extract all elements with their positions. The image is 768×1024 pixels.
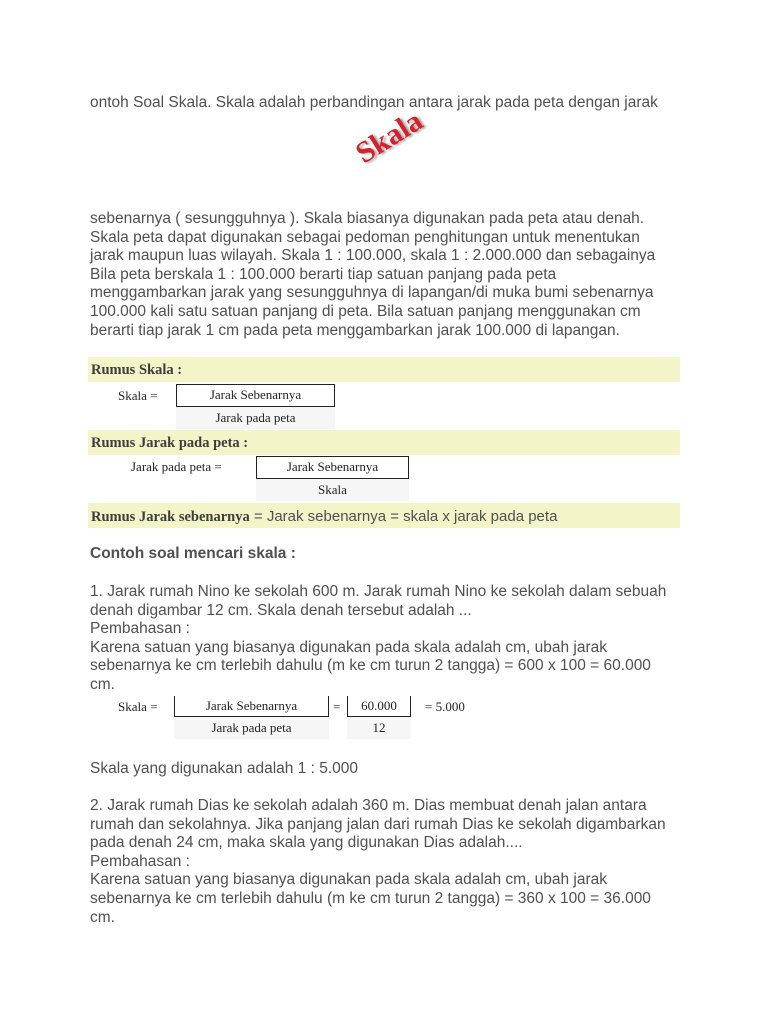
soal1-calc-den1: Jarak pada peta [174,717,329,739]
rumus-skala-denominator: Jarak pada peta [176,407,335,429]
soal1-calc-num1: Jarak Sebenarnya [174,696,329,717]
rumus-skala-numerator: Jarak Sebenarnya [176,384,335,407]
soal2-text: 2. Jarak rumah Dias ke sekolah adalah 360 m. Dias membuat denah jalan antara rumah dan sekolahnya. Jika panjang jalan dari rumah Dias ke sekolah digambarkan pada denah 24 cm, maka skala yang digunakan Dias adalah.... Pembahasan : Karena satuan yang biasanya digunakan pada skala adalah cm, ubah jarak sebenarnya ke cm terlebih dahulu (m ke cm turun 2 tangga) = 360 x 100 = 36.000 cm. [90,797,666,926]
contoh-heading: Contoh soal mencari skala : [90,545,296,562]
intro-line: ontoh Soal Skala. Skala adalah perbandingan antara jarak pada peta dengan jarak [90,94,658,111]
soal1-calc-result: = 5.000 [425,699,465,714]
rumus-skala-title: Rumus Skala : [91,362,183,378]
rumus-jarak-peta-band [88,430,680,455]
rumus-jarak-peta-numerator: Jarak Sebenarnya [256,456,409,479]
rumus-jarak-sebenarnya-title: Rumus Jarak sebenarnya [91,509,250,525]
rumus-jarak-sebenarnya-band [88,503,680,528]
soal1-conclusion: Skala yang digunakan adalah 1 : 5.000 [90,760,359,777]
rumus-skala-band [88,357,680,382]
definition-paragraph: sebenarnya ( sesungguhnya ). Skala biasanya digunakan pada peta atau denah. Skala peta dapat digunakan sebagai pedoman penghitungan untuk menentukan jarak maupun luas wilayah. Skala 1 : 100.000, skala 1 : 2.000.000 dan sebagainya Bila peta berskala 1 : 100.000 berarti tiap satuan panjang pada peta menggambarkan jarak yang sesungguhnya di lapangan/di muka bumi sebenarnya 100.000 kali satu satuan panjang di peta. Bila satuan panjang menggunakan cm berarti tiap jarak 1 cm pada peta menggambarkan jarak 100.000 di lapangan. [90,210,656,339]
skala-logo-image: Skala [350,103,429,170]
rumus-jarak-peta-title: Rumus Jarak pada peta : [91,435,249,451]
soal1-calc-num2: 60.000 [347,696,411,717]
soal1-calc-den2: 12 [347,717,411,739]
rumus-jarak-sebenarnya-formula: = Jarak sebenarnya = skala x jarak pada peta [249,508,558,525]
rumus-jarak-peta-denominator: Skala [256,479,409,501]
soal1-calc-lhs: Skala = [118,699,158,714]
soal1-text: 1. Jarak rumah Nino ke sekolah 600 m. Jarak rumah Nino ke sekolah dalam sebuah denah digambar 12 cm. Skala denah tersebut adalah ... Pembahasan : Karena satuan yang biasanya digunakan pada skala adalah cm, ubah jarak sebenarnya ke cm terlebih dahulu (m ke cm turun 2 tangga) = 600 x 100 = 60.000 cm. [90,583,667,693]
rumus-skala-lhs: Skala = [118,388,158,403]
soal1-calc-eq: = [333,699,341,714]
rumus-jarak-peta-lhs: Jarak pada peta = [131,459,222,474]
